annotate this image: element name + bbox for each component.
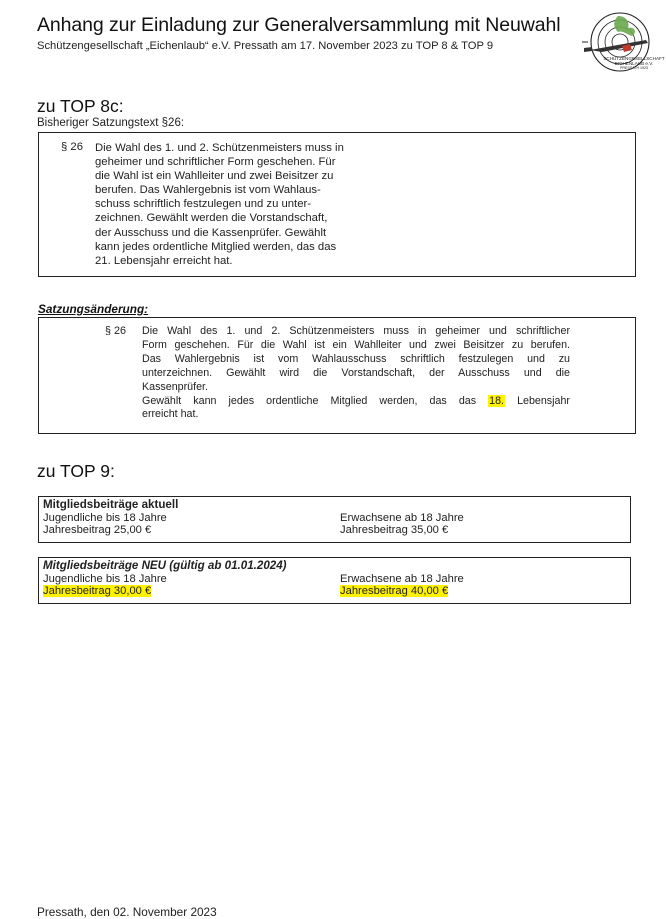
old-line: Die Wahl des 1. und 2. Schützenmeisters muss in xyxy=(95,142,344,154)
old-line: 21. Lebensjahr erreicht hat. xyxy=(95,254,233,267)
new-statute-text xyxy=(142,325,570,422)
new-fees-labels-row xyxy=(39,573,630,585)
statute-change-heading: Satzungsänderung: xyxy=(38,302,149,316)
new-line: erreicht hat. xyxy=(142,408,199,421)
top8c-heading: zu TOP 8c: xyxy=(37,96,124,116)
old-statute-text xyxy=(95,141,395,268)
top9-heading: zu TOP 9: xyxy=(37,461,115,481)
adult-fee: Jahresbeitrag 35,00 € xyxy=(340,524,449,536)
youth-fee: Jahresbeitrag 25,00 € xyxy=(43,524,152,536)
old-line: kann jedes ordentliche Mitglied werden, das das xyxy=(95,240,337,253)
youth-label: Jugendliche bis 18 Jahre xyxy=(43,512,167,524)
new-fees-table xyxy=(38,557,631,604)
current-fees-values-row xyxy=(39,524,630,536)
adult-fee-new: Jahresbeitrag 40,00 € xyxy=(340,585,449,597)
new-line-highlighted xyxy=(142,395,570,409)
adult-label: Erwachsene ab 18 Jahre xyxy=(340,573,464,585)
new-line: Form geschehen. Für die Wahl ist ein Wahlleiter und zwei Beisitzer zu berufen. xyxy=(142,338,570,351)
adult-label: Erwachsene ab 18 Jahre xyxy=(340,512,464,524)
new-fees-title: Mitgliedsbeiträge NEU (gültig ab 01.01.2024) xyxy=(43,559,287,572)
old-line: die Wahl ist ein Wahlleiter und zwei Beisitzer zu xyxy=(95,170,334,183)
place-and-date: Pressath, den 02. November 2023 xyxy=(37,905,217,919)
new-line: unterzeichnen. Gewählt wird die Vorstandschaft, der Ausschuss und die xyxy=(142,366,570,379)
current-fees-table xyxy=(38,496,631,543)
new-fees-values-row xyxy=(39,585,630,597)
old-line: zeichnen. Gewählt werden die Vorstandschaft, xyxy=(95,212,328,225)
new-statute-box xyxy=(38,317,636,434)
youth-fee-new: Jahresbeitrag 30,00 € xyxy=(43,585,152,597)
old-line: berufen. Das Wahlergebnis ist vom Wahlaus- xyxy=(95,184,321,197)
new-line: Das Wahlergebnis ist vom Wahlausschuss schriftlich festzulegen und zu xyxy=(142,352,570,365)
highlight-age: 18. xyxy=(489,394,504,407)
new-line-post: Lebensjahr xyxy=(517,394,570,407)
document-subtitle: Schützengesellschaft „Eichenlaub“ e.V. Pressath am 17. November 2023 zu TOP 8 & TOP 9 xyxy=(37,40,494,52)
new-line-pre: Gewählt kann jedes ordentliche Mitglied werden, das das xyxy=(142,394,477,407)
new-paragraph-number: § 26 xyxy=(105,325,127,337)
new-line: Die Wahl des 1. und 2. Schützenmeisters muss in geheimer und schriftlicher xyxy=(142,325,570,337)
old-statute-label: Bisheriger Satzungstext §26: xyxy=(37,117,185,129)
old-line: geheimer und schriftlicher Form geschehen. Für xyxy=(95,156,336,169)
old-statute-box xyxy=(38,132,636,277)
current-fees-labels-row xyxy=(39,512,630,524)
target-logo-icon xyxy=(582,10,666,82)
document-title: Anhang zur Einladung zur Generalversammlung mit Neuwahl xyxy=(37,14,561,36)
old-line: schuss schriftlich festzulegen und zu unter- xyxy=(95,198,312,211)
current-fees-title: Mitgliedsbeiträge aktuell xyxy=(43,498,179,511)
logo-text-line2: EICHENLAUB e.V. xyxy=(614,61,654,66)
old-paragraph-number: § 26 xyxy=(61,141,83,153)
logo-text-line1: SCHÜTZENGESELLSCHAFT xyxy=(603,56,665,61)
club-logo xyxy=(582,10,666,82)
new-line: Kassenprüfer. xyxy=(142,380,208,393)
logo-text-line3: PRESSATH 1923 xyxy=(619,66,649,70)
youth-label: Jugendliche bis 18 Jahre xyxy=(43,573,167,585)
old-line: der Ausschuss und die Kassenprüfer. Gewählt xyxy=(95,226,327,239)
